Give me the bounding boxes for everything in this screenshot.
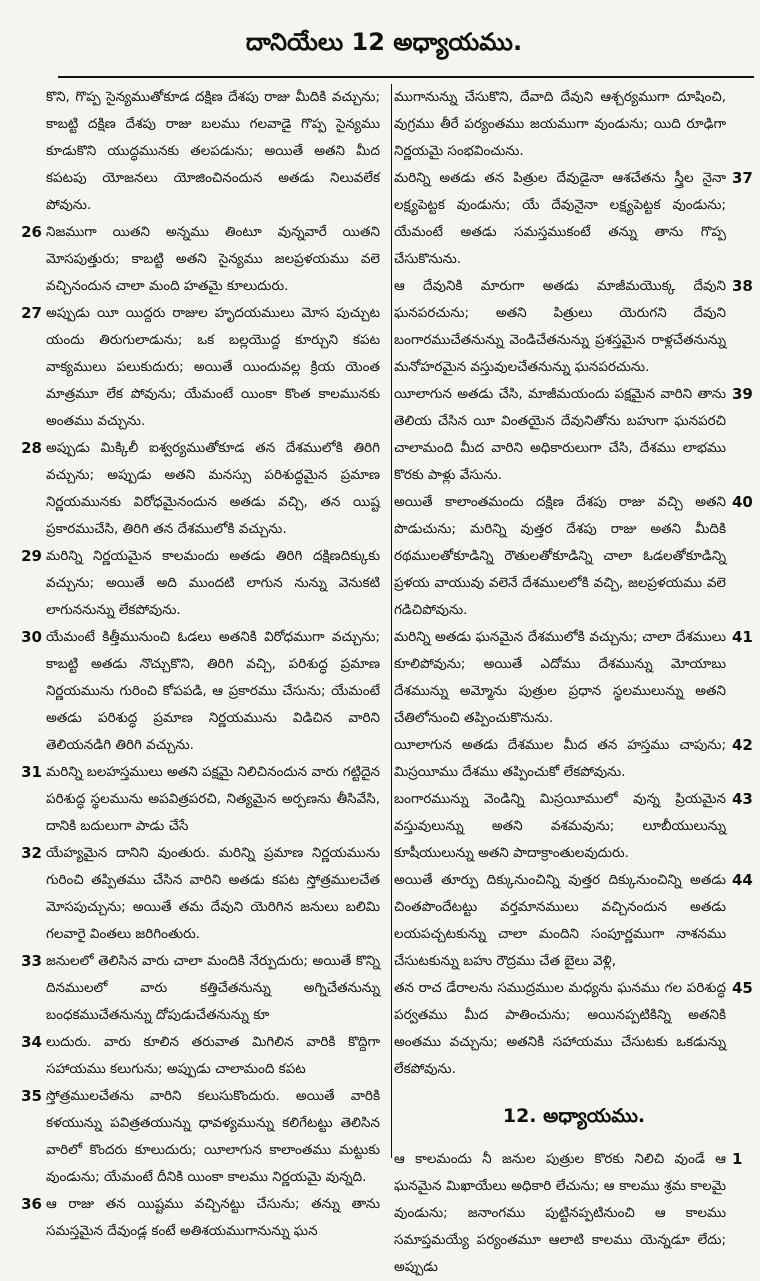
verse [14,759,388,840]
column-divider [391,84,392,1158]
verse [394,624,754,732]
chapter-heading: 12. అధ్యాయము. [502,1105,646,1127]
verse [394,1146,754,1281]
verse [14,1029,388,1083]
verse-text: మరిన్ని నిర్ణయమైన కాలమందు అతడు తిరిగి దక్షిణదిక్కుకు వచ్చును; అయితే అది ముందటి లాగున నున్ను వెనుకటి లాగుననున్ను లేకపోవును. [46,548,380,618]
verse-text: ఆ కాలమందు నీ జనుల పుత్రుల కొరకు నిలిచి వుండే ఆ ఘనమైన మిఖాయేలు అధికారి లేచును; ఆ కాలము శ్రమ కాలమై వుండును; జనాంగము పుట్టినప్పటినుంచి ఆ కాలము సమాప్తమయ్యే పర్యంతమూ ఆలాటి కాలము యెన్నడూ లేదు; అప్పుడు [394,1151,726,1275]
verse-text: ముగానున్ను చేసుకొని, దేవాది దేవుని ఆశ్చర్యముగా దూషించి, వుగ్రము తీరే పర్యంతము జయముగా వుండును; యిది రూఢిగా నిర్ణయమై సంభవించును. [394,89,726,159]
verse [394,975,754,1083]
verse-number: 40 [732,493,753,511]
verse-number: 37 [732,169,753,187]
right-column [394,84,754,1275]
verse-number: 28 [21,439,42,457]
verse-text: తన రాచ డేరాలను సముద్రముల మధ్యను ఘనము గల పరిశుద్ధ పర్వతము మీద పాతించును; అయినప్పటికిన్ని అతనికి అంతము వచ్చును; అతనికి సహాయము చేసుటకు ఒకడున్ను లేకపోవును. [394,980,726,1077]
verse [394,273,754,381]
verse-text: మరిన్ని బలహస్తములు అతని పక్షమై నిలిచినందున వారు గట్టిదైన పరిశుద్ధ స్థలమును అపవిత్రపరచి, నిత్యమైన అర్పణను తీసివేసి, దానికి బదులుగా పాడు చేసే [46,764,380,834]
verse-number: 1 [732,1150,743,1168]
verse-number: 43 [732,790,753,808]
verse-text: బంగారమున్ను వెండిన్ని మిస్రయీములో వున్న ప్రియమైన వస్తువులున్ను అతని వశమవును; లూబీయులున్ను కూషీయులున్ను అతని పాదాక్రాంతులవుదురు. [394,791,726,861]
verse [14,300,388,435]
verse-number: 31 [21,763,42,781]
verse-text: అయితే కాలాంతమందు దక్షిణ దేశపు రాజు వచ్చి అతని పొడుచును; మరిన్ని వుత్తర దేశపు రాజు అతని మీదికి రథములతోకూడిన్ని రౌతులతోకూడిన్ని చాలా ఓడలతోకూడిన్ని ప్రళయ వాయువు వలెనే దేశములలోకి వచ్చి, జలప్రళయము వలె గడిచిపోవును. [394,494,726,618]
verse [14,435,388,543]
verse-number: 33 [21,952,42,970]
verse-number: 30 [21,628,42,646]
verse [14,948,388,1029]
verse [394,84,754,165]
verse-text: లుదురు. వారు కూలిన తరువాత మిగిలిన వారికి కొద్దిగా సహాయము కలుగును; అప్పుడు చాలామంది కపట [46,1034,380,1077]
verse [394,165,754,273]
verse-number: 36 [21,1195,42,1213]
verse-text: నిజముగా యితని అన్నము తింటూ వున్నవారే యితని మోసపుత్తురు; కాబట్టి అతని సైన్యము జలప్రళయము వలె వచ్చినందున చాలా మంది హతమై కూలుదురు. [46,224,380,294]
verse-number: 29 [21,547,42,565]
verse [14,219,388,300]
verse-text: కొని, గొప్ప సైన్యముతోకూడ దక్షిణ దేశపు రాజు మీదికి వచ్చును; కాబట్టి దక్షిణ దేశపు రాజు బలము గలవాడై గొప్ప సైన్యము కూడుకొని యుద్ధమునకు తలపడును; అయితే అతని మీద కపటపు యోజనలు యోజించినందున అతడు నిలువలేక పోవును. [46,89,380,213]
verse-number: 45 [732,979,753,997]
left-column [14,84,388,1239]
verse-text: అప్పుడు మిక్కిలీ ఐశ్వర్యముతోకూడ తన దేశములోకి తిరిగి వచ్చును; అప్పుడు అతని మనస్సు పరిశుద్ధమైన ప్రమాణ నిర్ణయమునకు విరోధమైనందున అతడు వచ్చి, తన యిష్ట ప్రకారముచేసి, తిరిగి తన దేశములోకి వచ్చును. [46,440,380,537]
verse-number: 39 [732,385,753,403]
verse [14,543,388,624]
verse-number: 35 [21,1087,42,1105]
verse [14,840,388,948]
verse [394,786,754,867]
verse-text: అయితే తూర్పు దిక్కునుంచిన్ని వుత్తర దిక్కునుంచిన్ని అతడు చింతపొందేటట్టు వర్తమానములు వచ్చినందున అతడు లయపచ్చటకున్ను చాలా మందిని సంపూర్ణముగా నాశనము చేసుటకున్ను బహు రౌద్రము చేత బైలు వెళ్లి, [394,872,726,969]
verse [394,732,754,786]
verse-number: 27 [21,304,42,322]
verse-text: ఆ దేవునికి మారుగా అతడు మాజీమయొక్క దేవుని ఘనపరచును; అతని పిత్రులు యెరుగని దేవుని బంగారముచేతనున్ను వెండిచేతనున్ను ప్రశస్తమైన రాళ్లచేతనున్ను మనోహరమైన వస్తువులచేతనున్ను ఘనపరచును. [394,278,726,375]
verse-text: అప్పుడు యీ యిద్దరు రాజుల హృదయములు మోస పుచ్చుట యందు తిరుగులాడును; ఒక బల్లయొద్ద కూర్చుని కపట వాక్యములు పలుకుదురు; అయితే యిందువల్ల క్రియ యెంత మాత్రమూ లేక పోవును; యేమంటే యింకా కొంత కాలమునకు అంతము వచ్చును. [46,305,380,429]
verse-text: జనులలో తెలిసిన వారు చాలా మందికి నేర్పుదురు; అయితే కొన్ని దినములలో వారు కత్తిచేతనున్ను అగ్నిచేతనున్ను బంధకముచేతనున్ను దోపుడుచేతనున్ను కూ [46,953,380,1023]
verse [394,489,754,624]
verse [14,84,388,219]
verse-text: స్తోత్రములచేతను వారిని కలుసుకొందురు. అయితే వారికి కళయున్ను పవిత్రతయున్ను ధావళ్యమున్ను కలిగేటట్టు తెలిసిన వారిలో కొందరు కూలుదురు; యీలాగున కాలాంతము మట్టుకు వుండును; యేమంటే దీనికి యింకా కాలము నిర్ణయమై వున్నది. [46,1088,380,1185]
verse-text: మరిన్ని అతడు ఘనమైన దేశములోకి వచ్చును; చాలా దేశములు కూలిపోవును; అయితే ఎదోము దేశమున్ను మోయాబు దేశమున్ను అమ్మోను పుత్రుల ప్రధాన స్థలములున్ను అతని చేతిలోనుంచి తప్పించుకొనును. [394,629,726,726]
verse-text: యేమంటే కిత్తీమునుంచి ఓడలు అతనికి విరోధముగా వచ్చును; కాబట్టి అతడు నొచ్చుకొని, తిరిగి వచ్చి, పరిశుద్ధ ప్రమాణ నిర్ణయమును గురించి కోపపడి, ఆ ప్రకారము చేసును; యేమంటే అతడు పరిశుద్ధ ప్రమాణ నిర్ణయమును విడిచిన వారిని తెలియనడిగి తిరిగి వచ్చును. [46,629,380,753]
verse-number: 34 [21,1033,42,1051]
verse-number: 26 [21,223,42,241]
verse-number [732,84,754,165]
verse-number: 44 [732,871,753,889]
page-title: దానియేలు 12 అధ్యాయము. [245,28,523,56]
verse-text: మరిన్ని అతడు తన పిత్రుల దేవుడైనా ఆశచేతను స్త్రీల నైనా లక్ష్యపెట్టక వుండును; యే దేవునైనా లక్ష్యపెట్టక వుండును; యేమంటే అతడు సమస్తముకంటే తన్ను తాను గొప్ప చేసుకొనును. [394,170,726,267]
verse [394,381,754,489]
verse-text: యేహ్యమైన దానిని వుంతురు. మరిన్ని ప్రమాణ నిర్ణయమును గురించి తప్పితము చేసిన వారిని అతడు కపట స్తోత్రములచేత మోసపుచ్చును; అయితే తమ దేవుని యెరిగిన జనులు బలిమి గలవారై వింతలు జరిగింతురు. [46,845,380,942]
verse-text: ఆ రాజు తన యిష్టము వచ్చినట్టు చేసును; తన్ను తాను సమస్తమైన దేవుండ్ల కంటే అతిశయముగానున్ను ఘన [46,1196,380,1239]
verse-number: 38 [732,277,753,295]
verse-number: 41 [732,628,753,646]
verse [14,1191,388,1245]
verse-text: యీలాగున అతడు దేశముల మీద తన హస్తము చాపును; మిస్రయీము దేశము తప్పించుకో లేకపోవును. [394,737,726,780]
verse-number: 32 [21,844,42,862]
header-divider [58,76,754,78]
verse-text: యీలాగున అతడు చేసి, మాజీమయందు పక్షమైన వారిని తాను తెలియ చేసిన యీ వింతయైన దేవునితోను బహుగా ఘనపరచి చాలామంది మీద వారిని అధికారులుగా చేసి, దేశము లాభము కొరకు పాళ్లు వేసును. [394,386,726,483]
verse-number [14,84,42,219]
page-header [14,14,754,76]
page [14,14,754,1275]
verse [14,624,388,759]
verse-number: 42 [732,736,753,754]
verse [394,867,754,975]
verse [14,1083,388,1191]
